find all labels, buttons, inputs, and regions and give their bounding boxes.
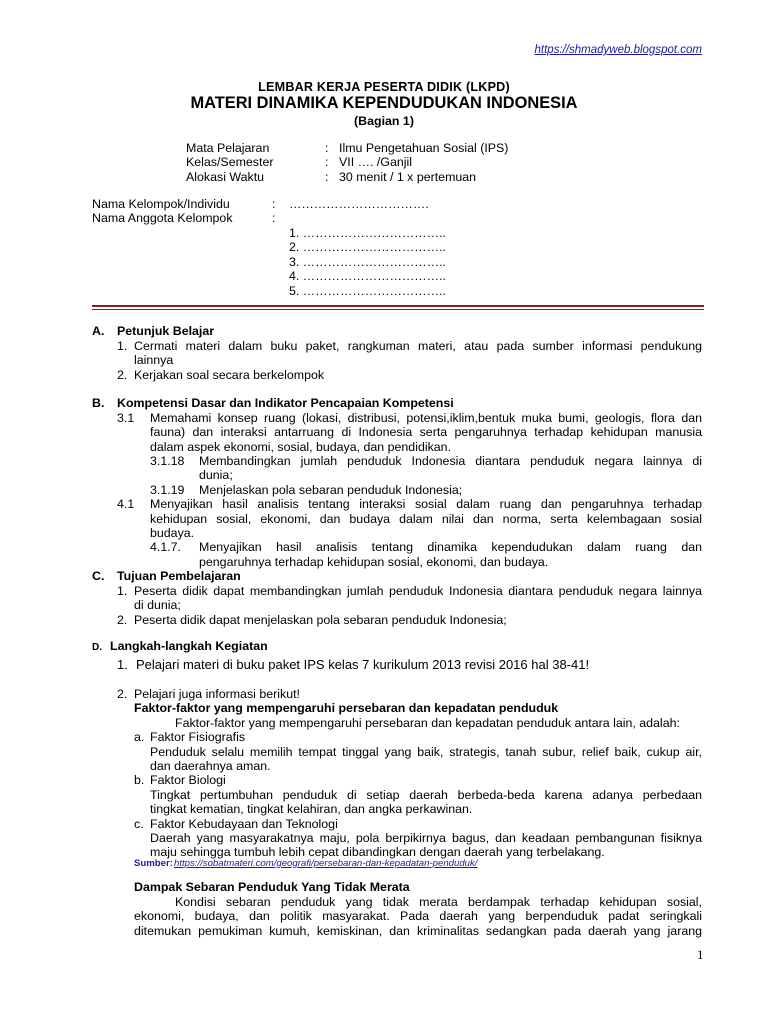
- header-url-link[interactable]: https://shmadyweb.blogspot.com: [534, 44, 702, 56]
- section-a-letter: A.: [92, 324, 105, 338]
- factors-heading: Faktor-faktor yang mempengaruhi persebaran dan kepadatan penduduk: [134, 701, 559, 715]
- kd-text: kehidupan sosial, ekonomi, dan budaya dalam nilai dan norma, serta kelembagaan sosial: [150, 512, 702, 526]
- indicator-text: Membandingkan jumlah penduduk Indonesia diantara penduduk negara lainnya di: [199, 454, 702, 468]
- factor-letter: c.: [134, 817, 144, 831]
- kd-text: Memahami konsep ruang (lokasi, distribusi, potensi,iklim,bentuk muka bumi, geologis, flora dan: [150, 411, 702, 425]
- factor-letter: b.: [134, 773, 145, 787]
- list-item: Cermati materi dalam buku paket, rangkuman materi, atau pada sumber informasi pendukung: [134, 339, 702, 353]
- member-field[interactable]: 1. ……………………………..: [289, 226, 446, 240]
- group-name-label: Nama Kelompok/Individu: [92, 197, 230, 211]
- impact-text: ditemukan pemukiman kumuh, kemiskinan, dan kriminalitas sedangkan pada daerah yang jarang: [134, 924, 702, 938]
- factor-text: maju sehingga tumbuh lebih cepat dibandingkan dengan daerah yang terbelakang.: [150, 845, 605, 859]
- document-subtitle: MATERI DINAMIKA KEPENDUDUKAN INDONESIA: [190, 94, 578, 112]
- step-text: Pelajari juga informasi berikut!: [134, 687, 300, 701]
- kd-text: Menyajikan hasil analisis tentang interaksi sosial dalam ruang dan pengaruhnya terhadap: [150, 497, 702, 511]
- factor-text: dan daerahnya aman.: [150, 759, 271, 773]
- document-part: (Bagian 1): [354, 114, 414, 128]
- section-a-title: Petunjuk Belajar: [117, 324, 215, 338]
- info-sep: :: [325, 155, 329, 169]
- info-label: Kelas/Semester: [186, 155, 274, 169]
- factor-name: Faktor Fisiografis: [150, 730, 246, 744]
- factor-text: Daerah yang masyarakatnya maju, pola berpikirnya bagus, dan keadaan pembangunan fisiknya: [150, 831, 702, 845]
- section-c-letter: C.: [92, 569, 105, 583]
- member-field[interactable]: 5. ……………………………..: [289, 284, 446, 298]
- factor-text: Tingkat pertumbuhan penduduk di setiap daerah berbeda-beda karena adanya perbedaan: [150, 788, 702, 802]
- kd-text: dalam aspek ekonomi, sosial, budaya, dan pendidikan.: [150, 440, 452, 454]
- list-item: Peserta didik dapat menjelaskan pola sebaran penduduk Indonesia;: [134, 613, 507, 627]
- page-number: 1: [697, 947, 704, 962]
- member-field[interactable]: 2. ……………………………..: [289, 240, 446, 254]
- factor-text: Penduduk selalu memilih tempat tinggal yang baik, strategis, tanah subur, relief baik, cukup air,: [150, 745, 702, 759]
- list-item: Kerjakan soal secara berkelompok: [134, 368, 325, 382]
- group-name-field[interactable]: …………………………….: [289, 197, 429, 211]
- info-value: VII …. /Ganjil: [339, 155, 412, 169]
- member-field[interactable]: 3. ……………………………..: [289, 255, 446, 269]
- kd-number: 3.1: [117, 411, 135, 425]
- impact-text: ekonomi, budaya, dan politik masyarakat. Pada daerah yang berpenduduk padat seringkali: [134, 909, 702, 923]
- factor-name: Faktor Biologi: [150, 773, 226, 787]
- info-sep: :: [325, 141, 329, 155]
- list-item: lainnya: [134, 353, 174, 367]
- indicator-number: 4.1.7.: [150, 540, 182, 554]
- section-b-letter: B.: [92, 396, 105, 410]
- indicator-text: Menyajikan hasil analisis tentang dinamika kependudukan dalam ruang dan: [199, 540, 702, 554]
- indicator-number: 3.1.18: [150, 454, 185, 468]
- list-number: 1.: [117, 339, 128, 353]
- source-label: Sumber:: [134, 858, 173, 869]
- indicator-number: 3.1.19: [150, 483, 185, 497]
- divider: [92, 305, 704, 307]
- impact-text: Kondisi sebaran penduduk yang tidak merata berdampak terhadap kehidupan sosial,: [175, 895, 702, 909]
- list-item: di dunia;: [134, 598, 181, 612]
- section-c-title: Tujuan Pembelajaran: [117, 569, 241, 583]
- section-b-title: Kompetensi Dasar dan Indikator Pencapaian Kompetensi: [117, 396, 454, 410]
- list-item: Peserta didik dapat membandingkan jumlah penduduk Indonesia diantara penduduk negara lainnya: [134, 584, 702, 598]
- section-d-title: Langkah-langkah Kegiatan: [110, 639, 268, 653]
- kd-text: fauna) dan interaksi antarruang di Indonesia serta pengaruhnya terhadap kehidupan manusia: [150, 425, 702, 439]
- info-value: 30 menit / 1 x pertemuan: [339, 170, 477, 184]
- indicator-text: dunia;: [199, 468, 233, 482]
- group-members-label: Nama Anggota Kelompok: [92, 211, 233, 225]
- impact-heading: Dampak Sebaran Penduduk Yang Tidak Merata: [134, 880, 410, 894]
- info-label: Mata Pelajaran: [186, 141, 270, 155]
- factors-intro: Faktor-faktor yang mempengaruhi persebaran dan kepadatan penduduk antara lain, adalah:: [175, 716, 680, 730]
- divider: [92, 309, 704, 310]
- indicator-text: pengaruhnya terhadap kehidupan sosial, ekonomi, dan budaya.: [199, 555, 549, 569]
- section-d-letter: D.: [92, 642, 102, 653]
- group-name-sep: :: [272, 197, 276, 211]
- info-value: Ilmu Pengetahuan Sosial (IPS): [339, 141, 509, 155]
- factor-name: Faktor Kebudayaan dan Teknologi: [150, 817, 338, 831]
- document-title: LEMBAR KERJA PESERTA DIDIK (LKPD): [258, 80, 510, 94]
- kd-number: 4.1: [117, 497, 135, 511]
- member-field[interactable]: 4. ……………………………..: [289, 269, 446, 283]
- factor-letter: a.: [134, 730, 145, 744]
- source-link[interactable]: https://sobatmateri.com/geografi/persebaran-dan-kepadatan-penduduk/: [174, 858, 478, 869]
- factor-text: tingkat kematian, tingkat kelahiran, dan angka perkawinan.: [150, 802, 473, 816]
- step-number: 2.: [117, 687, 128, 701]
- list-number: 2.: [117, 613, 128, 627]
- list-number: 2.: [117, 368, 128, 382]
- info-label: Alokasi Waktu: [186, 170, 265, 184]
- group-members-sep: :: [272, 211, 276, 225]
- kd-text: budaya.: [150, 526, 195, 540]
- info-sep: :: [325, 170, 329, 184]
- step-text: Pelajari materi di buku paket IPS kelas 7 kurikulum 2013 revisi 2016 hal 38-41!: [136, 657, 590, 672]
- step-number: 1.: [117, 657, 128, 672]
- indicator-text: Menjelaskan pola sebaran penduduk Indonesia;: [199, 483, 463, 497]
- list-number: 1.: [117, 584, 128, 598]
